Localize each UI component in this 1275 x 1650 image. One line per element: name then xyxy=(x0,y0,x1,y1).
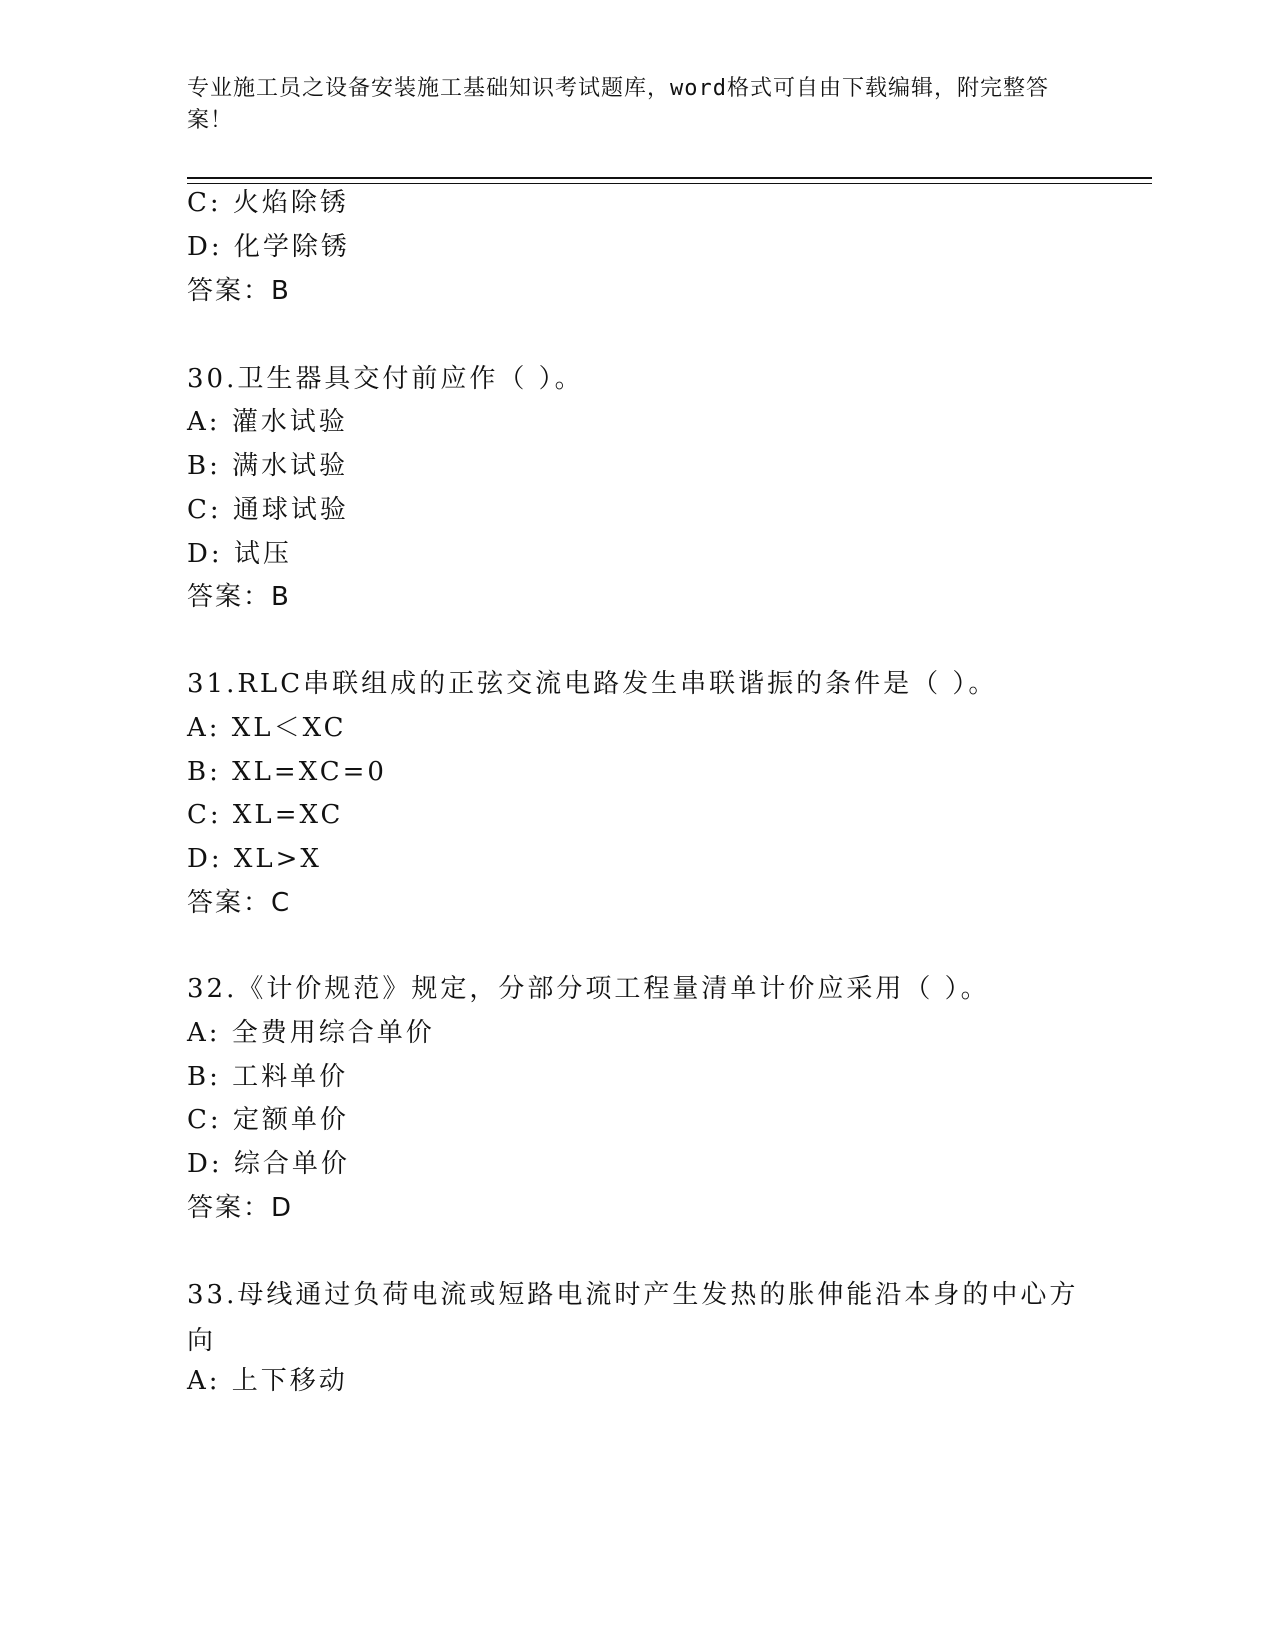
question-30: 30.卫生器具交付前应作（ ）。 xyxy=(187,364,584,394)
q32-option-a: A: 全费用综合单价 xyxy=(187,1018,435,1048)
answer-line: 答案：B xyxy=(187,276,291,306)
q30-answer: 答案：B xyxy=(187,582,291,612)
option-d: D: 化学除锈 xyxy=(187,232,350,262)
q31-option-b: B: XL=XC=0 xyxy=(187,757,387,787)
q31-option-c: C: XL=XC xyxy=(187,800,344,830)
q30-option-a: A: 灌水试验 xyxy=(187,407,348,437)
q30-option-c: C: 通球试验 xyxy=(187,495,349,525)
question-32: 32.《计价规范》规定，分部分项工程量清单计价应采用（ ）。 xyxy=(187,974,990,1004)
q32-answer: 答案：D xyxy=(187,1193,294,1223)
header-rule-thick xyxy=(187,177,1152,179)
q33-option-a: A: 上下移动 xyxy=(187,1366,348,1396)
question-33: 33.母线通过负荷电流或短路电流时产生发热的胀伸能沿本身的中心方向 xyxy=(187,1280,1079,1356)
option-c: C: 火焰除锈 xyxy=(187,188,349,218)
question-31: 31.RLC串联组成的正弦交流电路发生串联谐振的条件是（ ）。 xyxy=(187,669,998,699)
q30-option-d: D: 试压 xyxy=(187,539,292,569)
q31-option-a: A: XL＜XC xyxy=(187,713,347,743)
q31-answer: 答案：C xyxy=(187,888,292,918)
q32-option-c: C: 定额单价 xyxy=(187,1105,349,1135)
q30-option-b: B: 满水试验 xyxy=(187,451,349,481)
document-header: 专业施工员之设备安装施工基础知识考试题库，word格式可自由下载编辑，附完整答案！ xyxy=(187,76,1049,133)
q32-option-b: B: 工料单价 xyxy=(187,1062,349,1092)
q32-option-d: D: 综合单价 xyxy=(187,1149,350,1179)
header-rule-thin xyxy=(187,183,1152,184)
q31-option-d: D: XL>X xyxy=(187,844,322,874)
